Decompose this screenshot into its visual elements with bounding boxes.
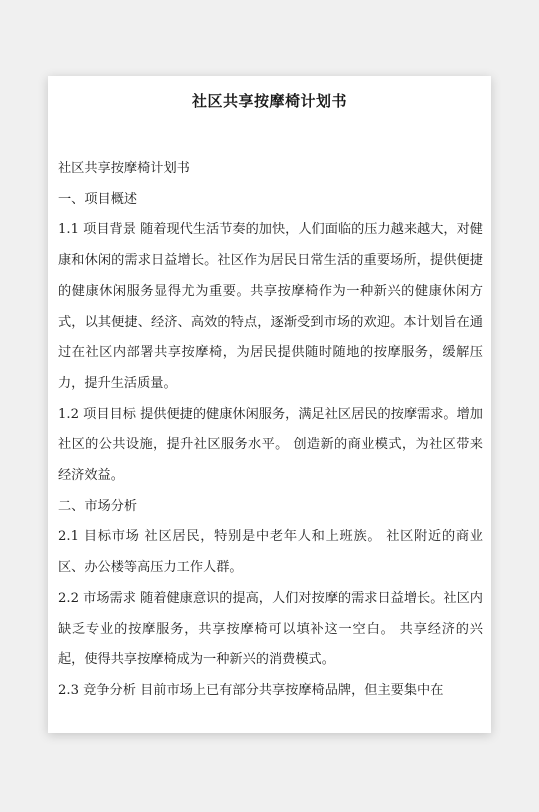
- document-body: [58, 154, 483, 707]
- section-heading-market: 二、市场分析: [58, 498, 138, 514]
- paragraph-heading: 社区共享按摩椅计划书: [58, 161, 190, 176]
- paragraph-target-market: 2.1 目标市场 社区居民，特别是中老年人和上班族。 社区附近的商业区、办公楼等高压力工作人群。: [58, 529, 483, 576]
- document-page: [48, 76, 491, 733]
- paragraph-goals: 1.2 项目目标 提供便捷的健康休闲服务，满足社区居民的按摩需求。增加社区的公共设施，提升社区服务水平。 创造新的商业模式，为社区带来经济效益。: [58, 406, 483, 484]
- section-heading-overview: 一、项目概述: [58, 191, 138, 207]
- paragraph-background: 1.1 项目背景 随着现代生活节奏的加快，人们面临的压力越来越大，对健康和休闲的需求日益增长。社区作为居民日常生活的重要场所，提供便捷的健康休闲服务显得尤为重要。共享按摩椅作为一种新兴的健康休闲方式，以其便捷、经济、高效的特点，逐渐受到市场的欢迎。本计划旨在通过在社区内部署共享按摩椅，为居民提供随时随地的按摩服务，缓解压力，提升生活质量。: [58, 222, 483, 391]
- paragraph-competition: 2.3 竞争分析 目前市场上已有部分共享按摩椅品牌，但主要集中在: [58, 682, 444, 698]
- document-title: 社区共享按摩椅计划书: [191, 92, 347, 110]
- paragraph-market-demand: 2.2 市场需求 随着健康意识的提高，人们对按摩的需求日益增长。社区内缺乏专业的按摩服务，共享按摩椅可以填补这一空白。 共享经济的兴起，使得共享按摩椅成为一种新兴的消费模式。: [58, 590, 483, 668]
